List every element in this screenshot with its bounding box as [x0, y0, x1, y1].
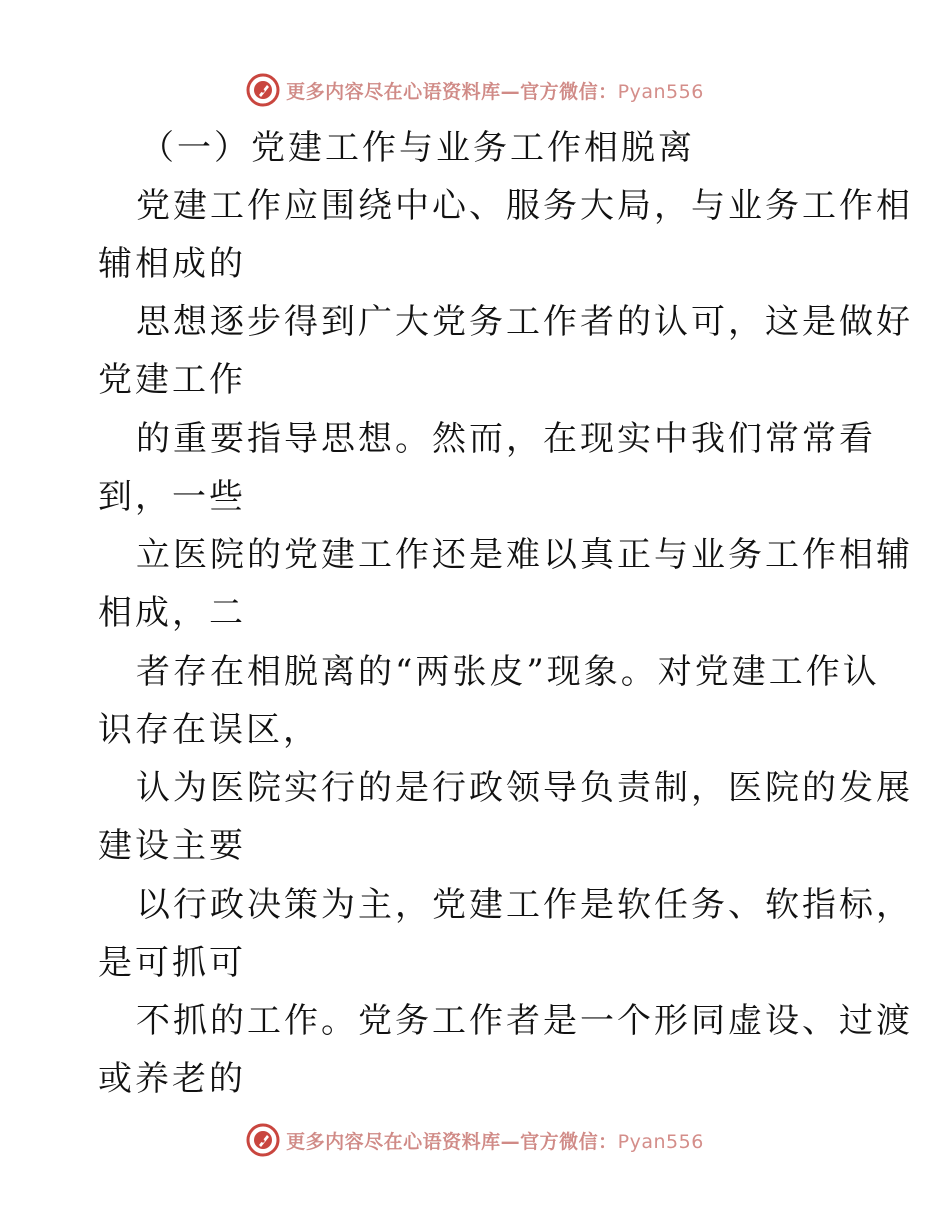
- body-line: 是可抓可: [98, 943, 246, 983]
- body-line: 识存在误区，: [98, 710, 320, 750]
- body-line: 思想逐步得到广大党务工作者的认可，这是做好: [136, 302, 913, 342]
- watermark-text-latin: Pyan556: [617, 80, 704, 103]
- body-line: 以行政决策为主，党建工作是软任务、软指标，: [136, 885, 913, 925]
- body-line: 相成，二: [98, 593, 246, 633]
- body-line: 立医院的党建工作还是难以真正与业务工作相辅: [136, 535, 913, 575]
- body-line: 建设主要: [98, 826, 246, 866]
- body-line: 不抓的工作。党务工作者是一个形同虚设、过渡: [136, 1001, 913, 1041]
- body-line: 的重要指导思想。然而，在现实中我们常常看: [136, 419, 876, 459]
- body-line: 党建工作应围绕中心、服务大局，与业务工作相: [136, 186, 913, 226]
- watermark-text-cn: 更多内容尽在心语资料库—官方微信：: [286, 1130, 618, 1153]
- section-heading: （一）党建工作与业务工作相脱离: [140, 128, 695, 168]
- pen-nib-logo-icon: [246, 1123, 280, 1157]
- body-line: 辅相成的: [98, 244, 246, 284]
- body-line: 或养老的: [98, 1059, 246, 1099]
- watermark-text-cn: 更多内容尽在心语资料库—官方微信：: [286, 80, 618, 103]
- watermark-text-latin: Pyan556: [617, 1130, 704, 1153]
- watermark-text: [286, 1127, 704, 1154]
- body-line: 认为医院实行的是行政领导负责制，医院的发展: [136, 768, 913, 808]
- footer-watermark: [0, 1120, 950, 1160]
- body-line: 党建工作: [98, 360, 246, 400]
- body-line: 到，一些: [98, 477, 246, 517]
- body-line: 者存在相脱离的“两张皮”现象。对党建工作认: [136, 652, 880, 692]
